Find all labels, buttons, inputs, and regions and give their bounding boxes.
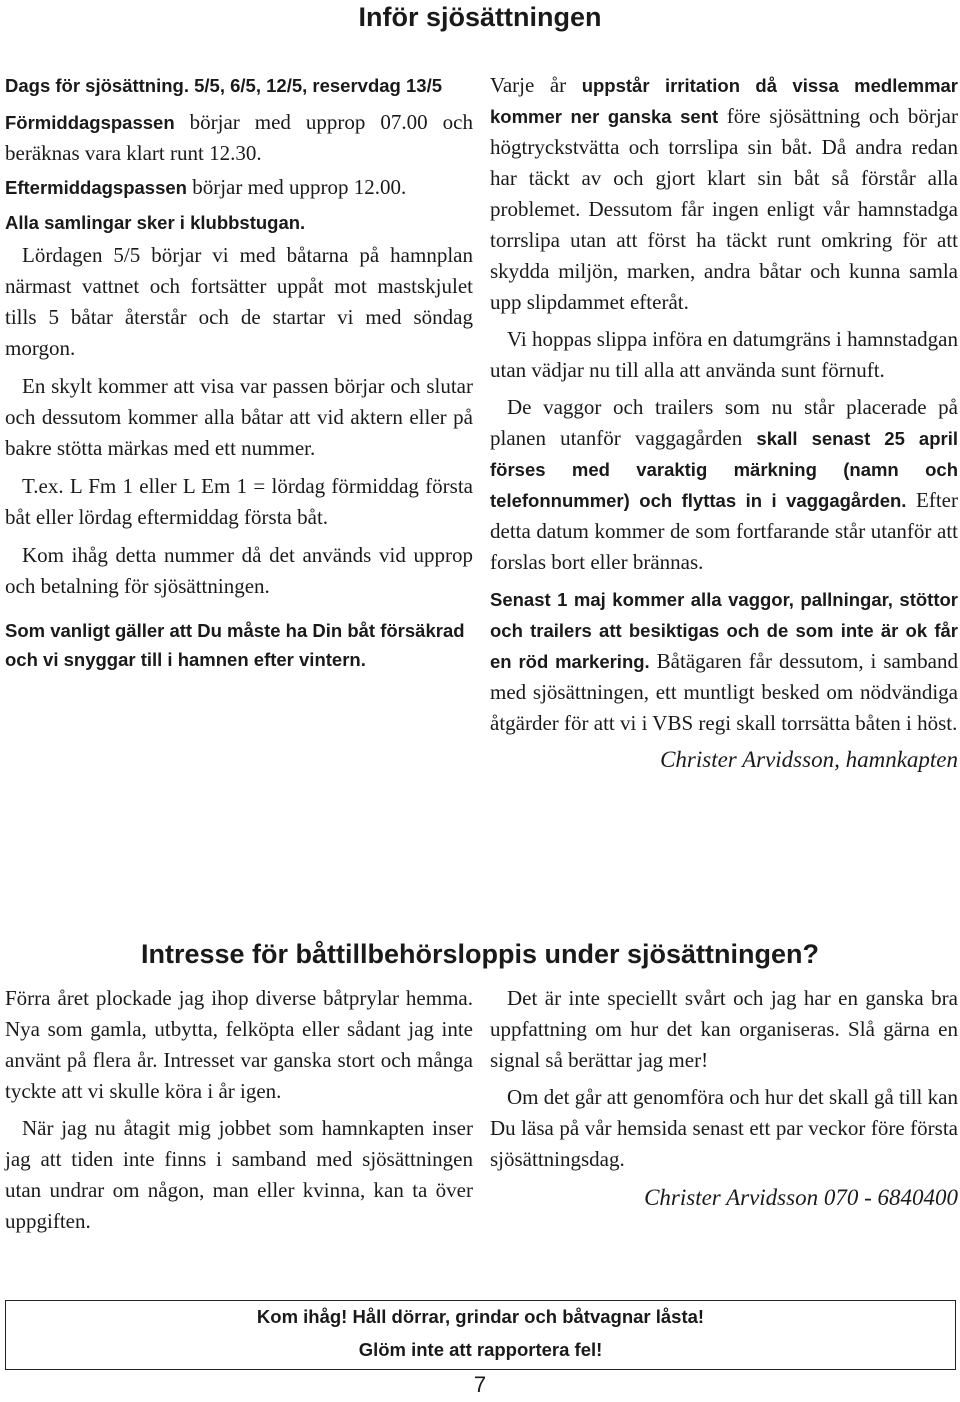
- page-title: Inför sjösättningen: [358, 2, 602, 32]
- loppis-paragraph-handover: När jag nu åtagit mig jobbet som hamnkapten inser jag att tiden inte finns i samband med sjösättningen utan undrar om någon, man eller kvinna, kan ta över uppgiften.: [5, 1116, 473, 1233]
- morning-session-text: börjar med upprop 07.00 och beräknas vara klart runt 12.30.: [5, 110, 473, 165]
- paragraph-date-limit: Vi hoppas slippa införa en datumgräns i hamnstadgan utan vädjar nu till alla att använda sunt förnuft.: [490, 327, 958, 382]
- irritation-intro: Varje år: [490, 73, 582, 97]
- loppis-signature: Christer Arvidsson 070 - 6840400: [644, 1185, 958, 1210]
- gathering-note: [5, 207, 473, 238]
- cradles-rest: Efter detta datum kommer de som fortfarande står utanför att forslas bort eller brännas.: [490, 488, 958, 574]
- paragraph-example: T.ex. L Fm 1 eller L Em 1 = lördag förmiddag första båt eller lördag eftermiddag första båt.: [5, 474, 473, 529]
- paragraph-cradles: [490, 392, 958, 578]
- gathering-note-text: Alla samlingar sker i klubbstugan.: [5, 212, 306, 233]
- section-title: Intresse för båttillbehörsloppis under sjösättningen?: [140, 939, 820, 969]
- notice-line-locks: Kom ihåg! Håll dörrar, grindar och båtvagnar låsta!: [256, 1306, 705, 1327]
- right-column: [490, 70, 958, 775]
- inspection-bold: Senast 1 maj kommer alla vaggor, pallningar, stöttor och trailers att besiktigas och de som inte är ok får en röd markering.: [490, 589, 958, 672]
- morning-session: [5, 107, 473, 169]
- paragraph-remember: Kom ihåg detta nummer då det används vid upprop och betalning för sjösättningen.: [5, 543, 473, 598]
- insurance-note: Som vanligt gäller att Du måste ha Din båt försäkrad och vi snyggar till i hamnen efter vintern.: [5, 620, 465, 670]
- harbour-captain-signature: Christer Arvidsson, hamnkapten: [660, 747, 958, 772]
- irritation-bold: uppstår irritation då vissa medlemmar kommer ner ganska sent: [490, 75, 959, 127]
- page-number: 7: [473, 1372, 487, 1397]
- schedule-dates: Dags för sjösättning. 5/5, 6/5, 12/5, reservdag 13/5: [5, 75, 442, 96]
- inspection-rest: Båtägaren får dessutom, i samband med sjösättningen, ett muntligt besked om nödvändiga åtgärder för att vi i VBS regi skall torrsätta båten i höst.: [490, 649, 959, 735]
- morning-session-label: Förmiddagspassen: [5, 112, 175, 133]
- loppis-paragraph-last-year: Förra året plockade jag ihop diverse båtprylar hemma. Nya som gamla, utbytta, felköpta eller sådant jag inte använt på flera år. Intresset var ganska stort och många tyckte att vi skulle köra i år igen.: [5, 986, 473, 1103]
- loppis-paragraph-website: Om det går att genomföra och hur det skall gå till kan Du läsa på vår hemsida senast ett par veckor före första sjösättningsdag.: [490, 1085, 958, 1171]
- afternoon-session-label: Eftermiddagspassen: [5, 177, 187, 198]
- afternoon-session-text: börjar med upprop 12.00.: [186, 175, 407, 199]
- loppis-right-column: [490, 983, 958, 1213]
- cradles-bold: skall senast 25 april förses med varaktig märkning (namn och telefonnummer) och flyttas in i vaggagården.: [490, 428, 958, 511]
- cradles-intro: De vaggor och trailers som nu står placerade på planen utanför vaggagården: [490, 395, 958, 450]
- notice-line-report: Glöm inte att rapportera fel!: [358, 1339, 603, 1360]
- section-loppis: [0, 938, 960, 970]
- paragraph-irritation: [490, 70, 958, 318]
- paragraph-inspection: [490, 584, 958, 739]
- paragraph-saturday: Lördagen 5/5 börjar vi med båtarna på hamnplan närmast vattnet och fortsätter uppåt mot mastskjulet tills 5 båtar återstår och de startar vi med söndag morgon.: [5, 243, 473, 360]
- notice-box: [5, 1300, 956, 1370]
- loppis-left-column: [5, 983, 473, 1237]
- loppis-paragraph-organise: Det är inte speciellt svårt och jag har en ganska bra uppfattning om hur det kan organiseras. Slå gärna en signal så berättar jag mer!: [490, 986, 958, 1072]
- afternoon-session: [5, 172, 473, 203]
- page-header: [0, 0, 960, 34]
- paragraph-sign: En skylt kommer att visa var passen börjar och slutar och dessutom kommer alla båtar att vid aktern eller på bakre stötta märkas med ett nummer.: [5, 374, 473, 460]
- irritation-rest: före sjösättning och börjar högtryckstvätta och torrslipa sin båt. Då andra redan har täckt av och gjort klart sin båt så förstår alla problemet. Dessutom får ingen enligt vår hamnstadga torrslipa utan att först ha täckt runt omkring för att skydda miljön, marken, andra båtar och kunna samla upp slipdammet efteråt.: [490, 104, 958, 314]
- left-column: [5, 70, 473, 674]
